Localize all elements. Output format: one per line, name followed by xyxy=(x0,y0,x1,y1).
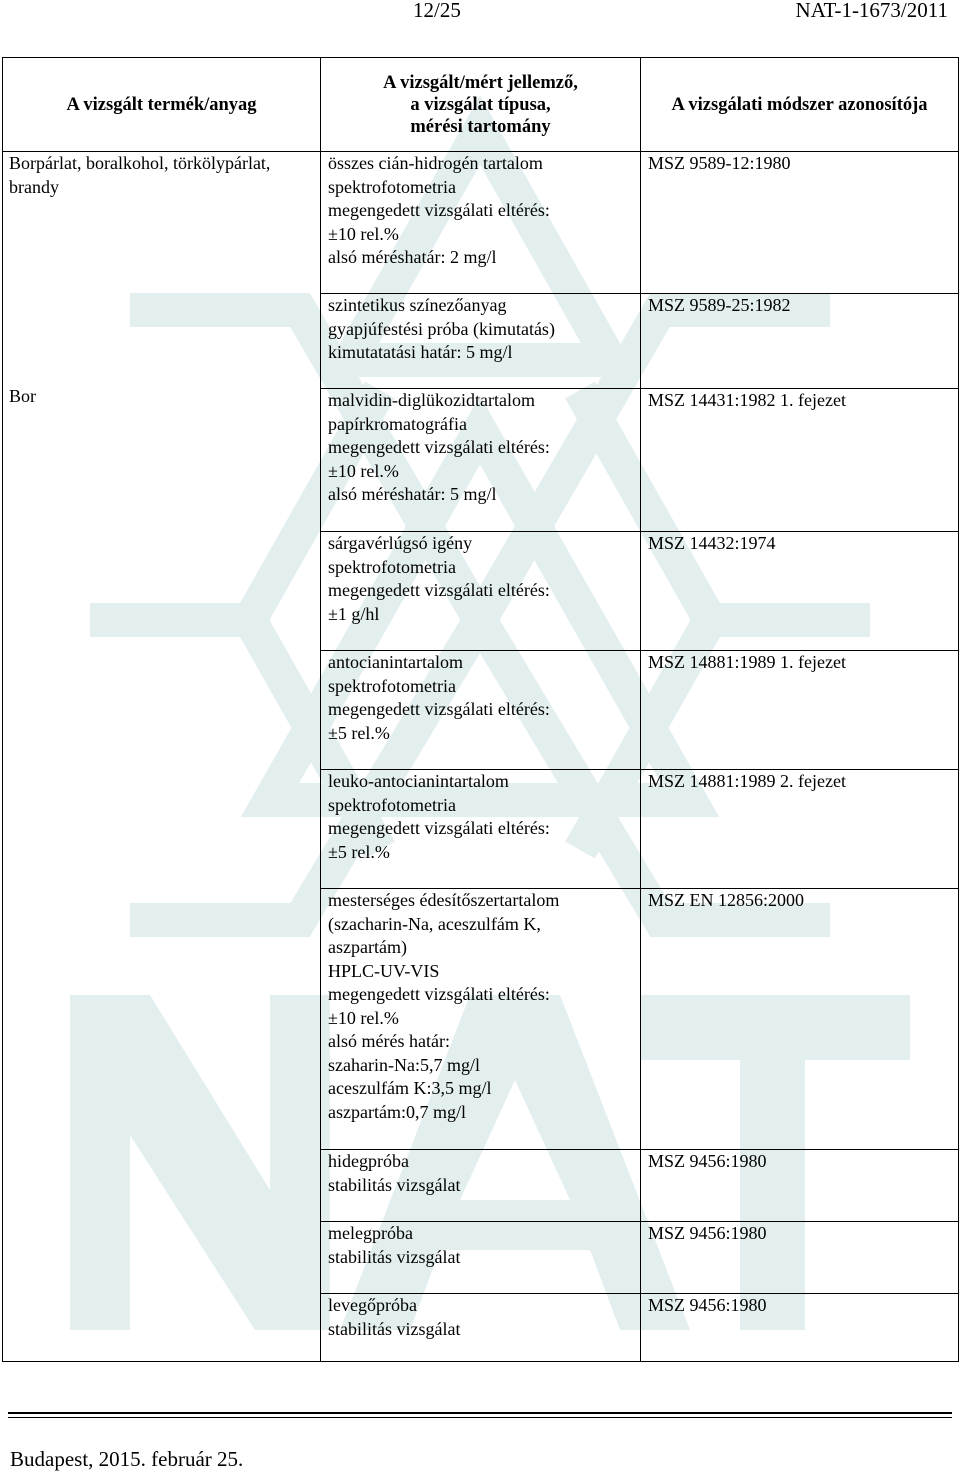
accreditation-scope-table xyxy=(2,57,959,1362)
characteristic-entry xyxy=(321,888,640,1149)
line: melegpróba xyxy=(328,1223,413,1243)
table-header-row xyxy=(3,58,959,152)
line: megengedett vizsgálati eltérés: xyxy=(328,818,550,838)
line: levegőpróba xyxy=(328,1295,417,1315)
line: szaharin-Na:5,7 mg/l xyxy=(328,1054,480,1075)
line: gyapjúfestési próba (kimutatás) xyxy=(328,318,555,339)
line: antocianintartalom xyxy=(328,652,463,672)
line: összes cián-hidrogén tartalom xyxy=(328,153,543,173)
document-id: NAT-1-1673/2011 xyxy=(795,0,948,22)
characteristic-entry xyxy=(321,1293,640,1361)
line: mesterséges édesítőszertartalom xyxy=(328,890,560,910)
method-id: MSZ 9589-25:1982 xyxy=(641,293,958,388)
characteristic-entry xyxy=(321,650,640,769)
line: ±5 rel.% xyxy=(328,841,390,862)
method-id: MSZ 14431:1982 1. fejezet xyxy=(641,388,958,531)
characteristic-entry xyxy=(321,293,640,388)
method-cell xyxy=(641,152,959,1362)
method-id: MSZ 14432:1974 xyxy=(641,531,958,650)
page-number: 12/25 xyxy=(413,0,461,22)
line: stabilitás vizsgálat xyxy=(328,1318,461,1339)
col-header-product: A vizsgált termék/anyag xyxy=(3,58,321,152)
line: hidegpróba xyxy=(328,1151,409,1171)
line: HPLC-UV-VIS xyxy=(328,960,440,981)
line: alsó méréshatár: 2 mg/l xyxy=(328,247,497,267)
line: spektrofotometria xyxy=(328,556,456,577)
method-id: MSZ 9456:1980 xyxy=(641,1293,958,1361)
characteristic-entry xyxy=(321,769,640,888)
method-id: MSZ 9589-12:1980 xyxy=(648,153,791,173)
characteristic-entry xyxy=(321,152,640,293)
line: aszpartám:0,7 mg/l xyxy=(328,1101,466,1122)
characteristic-entry xyxy=(321,1221,640,1293)
method-id: MSZ 9456:1980 xyxy=(641,1221,958,1293)
line: aszpartám) xyxy=(328,937,407,957)
characteristic-entry xyxy=(321,1149,640,1221)
method-id: MSZ EN 12856:2000 xyxy=(641,888,958,1149)
line: stabilitás vizsgálat xyxy=(328,1246,461,1267)
method-id: MSZ 9456:1980 xyxy=(641,1149,958,1221)
line: alsó méréshatár: 5 mg/l xyxy=(328,484,497,504)
line: szintetikus színezőanyag xyxy=(328,295,507,315)
line: kimutatatási határ: 5 mg/l xyxy=(328,342,513,362)
product-cell xyxy=(3,152,321,1362)
table-body-row xyxy=(3,152,959,1362)
line: megengedett vizsgálati eltérés: xyxy=(328,580,550,600)
line: papírkromatográfia xyxy=(328,413,467,434)
line: ±10 rel.% xyxy=(328,1007,399,1028)
product-name: Borpárlat, boralkohol, törkölypárlat, brandy xyxy=(9,153,271,197)
line: alsó mérés határ: xyxy=(328,1031,450,1051)
line: ±5 rel.% xyxy=(328,722,390,743)
line: ±10 rel.% xyxy=(328,223,399,244)
line: spektrofotometria xyxy=(328,794,456,815)
method-id: MSZ 14881:1989 2. fejezet xyxy=(641,769,958,888)
line: megengedett vizsgálati eltérés: xyxy=(328,200,550,220)
line: megengedett vizsgálati eltérés: xyxy=(328,984,550,1004)
characteristic-entry xyxy=(321,531,640,650)
line: aceszulfám K:3,5 mg/l xyxy=(328,1078,492,1098)
line: stabilitás vizsgálat xyxy=(328,1174,461,1195)
line: megengedett vizsgálati eltérés: xyxy=(328,437,550,457)
col-header-method: A vizsgálati módszer azonosítója xyxy=(641,58,959,152)
line: megengedett vizsgálati eltérés: xyxy=(328,699,550,719)
method-id: MSZ 14881:1989 1. fejezet xyxy=(641,650,958,769)
line: ±10 rel.% xyxy=(328,460,399,481)
footer-place-date: Budapest, 2015. február 25. xyxy=(10,1447,244,1471)
characteristic-cell xyxy=(321,152,641,1362)
line: sárgavérlúgsó igény xyxy=(328,533,473,553)
line: spektrofotometria xyxy=(328,675,456,696)
page-header xyxy=(0,0,960,26)
line: malvidin-diglükozidtartalom xyxy=(328,390,535,410)
line: leuko-antocianintartalom xyxy=(328,771,509,791)
line: ±1 g/hl xyxy=(328,603,380,624)
line: spektrofotometria xyxy=(328,176,456,197)
characteristic-entry xyxy=(321,388,640,531)
line: (szacharin-Na, aceszulfám K, xyxy=(328,913,541,934)
col-header-characteristic: A vizsgált/mért jellemző, a vizsgálat típusa, mérési tartomány xyxy=(321,58,641,152)
footer-divider xyxy=(8,1412,952,1418)
product-name: Bor xyxy=(9,386,36,406)
